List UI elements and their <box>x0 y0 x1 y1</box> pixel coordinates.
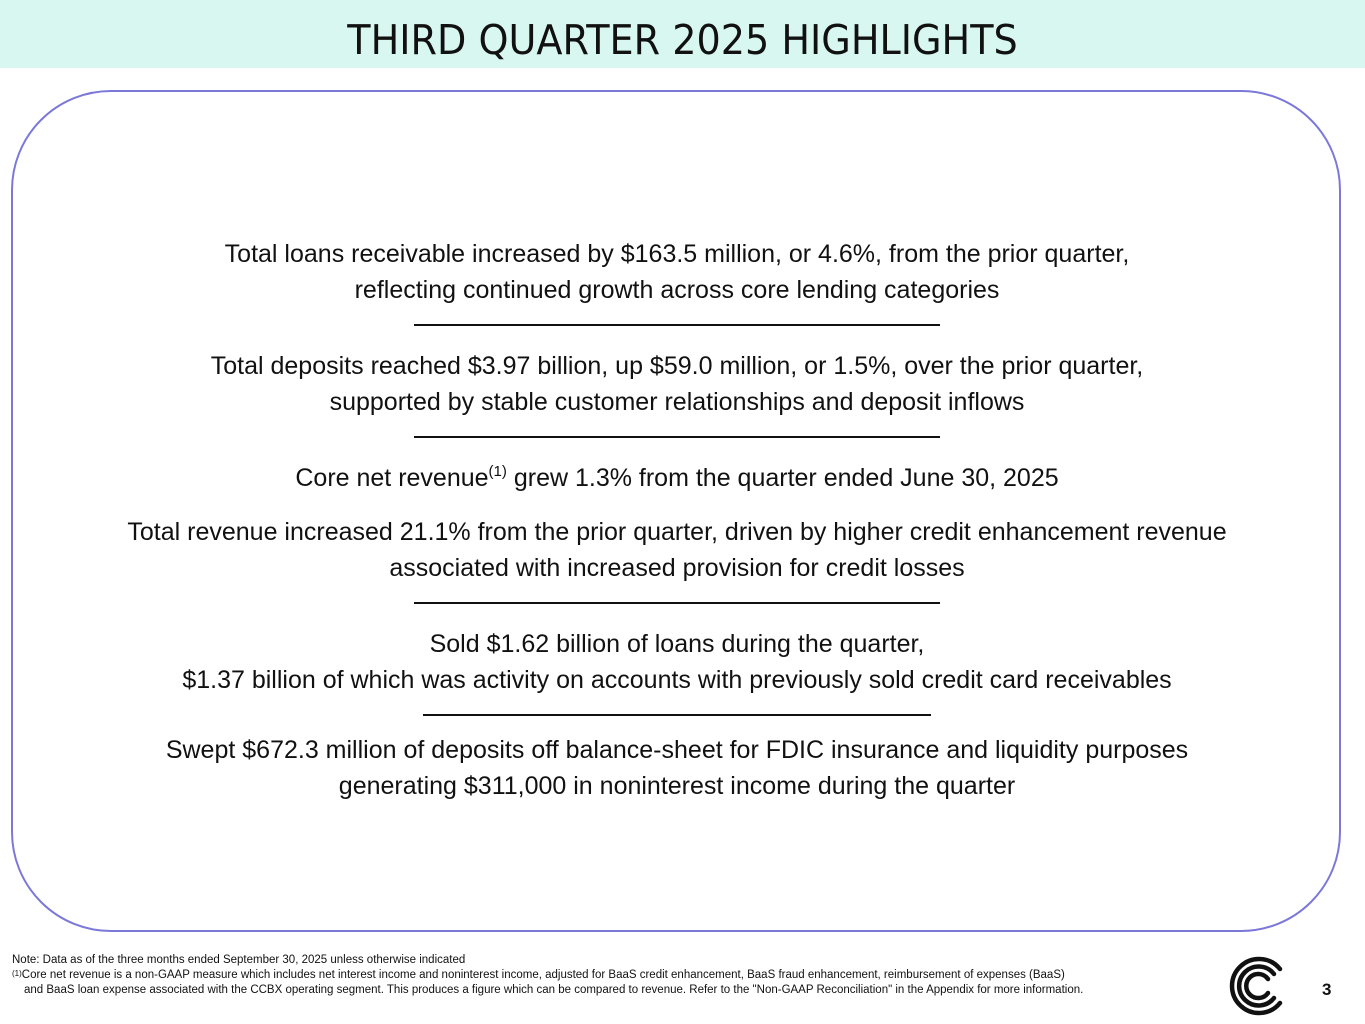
footnote-1-line-1 <box>12 968 1232 983</box>
footnote-1-line-2: and BaaS loan expense associated with the CCBX operating segment. This produces a figure which can be compared to revenue. Refer to the "Non-GAAP Reconciliation" in the Appendix for more information. <box>24 984 1084 996</box>
page-number: 3 <box>1322 980 1332 999</box>
divider-3 <box>414 602 940 604</box>
sweep-line-2: generating $311,000 in noninterest income during the quarter <box>338 772 1016 800</box>
concentric-c-logo-icon <box>1228 955 1290 1017</box>
slide-title: THIRD QUARTER 2025 HIGHLIGHTS <box>347 16 1018 64</box>
loan-sales-line-2: $1.37 billion of which was activity on accounts with previously sold credit card receivables <box>182 666 1172 694</box>
core-revenue-prefix: Core net revenue <box>295 464 489 492</box>
footnote-1-text: Core net revenue is a non-GAAP measure which includes net interest income and noninterest income, adjusted for BaaS credit enhancement, BaaS fraud enhancement, reimbursement of expenses (BaaS) <box>21 969 1065 981</box>
loan-sales-highlight <box>11 626 1343 698</box>
sweep-highlight <box>11 732 1343 804</box>
core-revenue-suffix: grew 1.3% from the quarter ended June 30, 2025 <box>506 464 1059 492</box>
sweep-line-1: Swept $672.3 million of deposits off balance-sheet for FDIC insurance and liquidity purposes <box>165 736 1189 764</box>
total-revenue-line-2: associated with increased provision for credit losses <box>389 554 965 582</box>
loans-line-2: reflecting continued growth across core lending categories <box>354 276 1000 304</box>
deposits-highlight <box>11 348 1343 420</box>
divider-2 <box>414 436 940 438</box>
core-revenue-footnote-ref: (1) <box>488 463 507 480</box>
divider-4 <box>423 714 931 716</box>
footnotes <box>12 953 1232 998</box>
deposits-line-2: supported by stable customer relationships and deposit inflows <box>329 388 1025 416</box>
deposits-line-1: Total deposits reached $3.97 billion, up $59.0 million, or 1.5%, over the prior quarter, <box>210 352 1144 380</box>
loans-line-1: Total loans receivable increased by $163.5 million, or 4.6%, from the prior quarter, <box>224 240 1130 268</box>
total-revenue-line-1: Total revenue increased 21.1% from the prior quarter, driven by higher credit enhancement revenue <box>127 518 1227 546</box>
highlights-content <box>11 236 1343 804</box>
core-revenue-line <box>11 460 1343 496</box>
loan-sales-line-1: Sold $1.62 billion of loans during the quarter, <box>429 630 925 658</box>
divider-1 <box>414 324 940 326</box>
loans-highlight <box>11 236 1343 308</box>
data-note: Note: Data as of the three months ended September 30, 2025 unless otherwise indicated <box>12 954 466 966</box>
revenue-highlight <box>11 460 1343 586</box>
footnote-1-marker: (1) <box>12 969 22 978</box>
